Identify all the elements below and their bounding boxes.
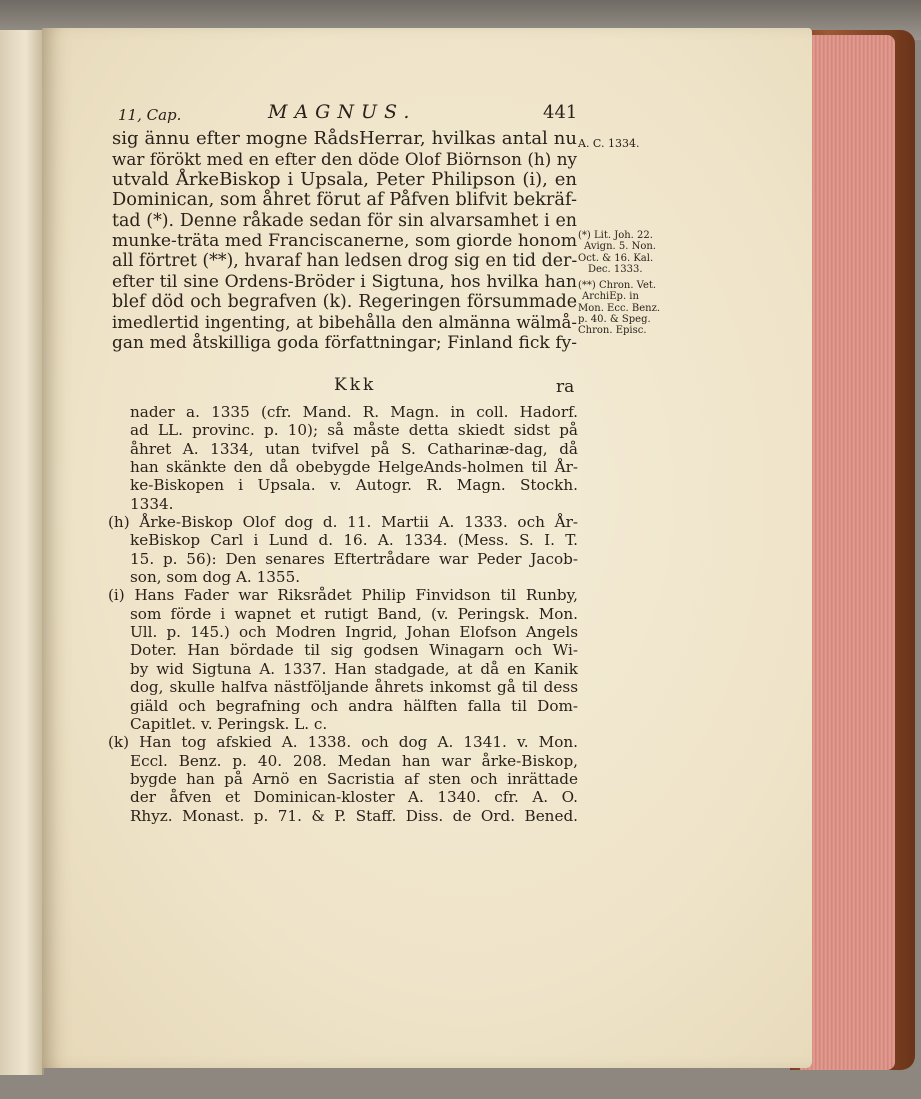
footnote-line: Capitlet. v. Peringsk. L. c. — [130, 714, 328, 733]
footnote-line: nader a. 1335 (cfr. Mand. R. Magn. in coll. Hadorf. — [130, 403, 578, 421]
footnote-line: (k) Han tog afskied A. 1338. och dog A. 1341. v. Mon. — [108, 733, 578, 752]
footnote-line: Doter. Han bördade til sig godsen Winagarn och Wi- — [130, 641, 578, 660]
chapter-label: 11, Cap. — [118, 106, 182, 124]
body-line: sig ännu efter mogne RådsHerrar, hvilkas antal nu — [112, 128, 577, 149]
footnote-line: Ull. p. 145.) och Modren Ingrid, Johan Elofson Angels — [130, 623, 578, 642]
body-line: gan med åtskilliga goda författningar; Finland fick fy- — [112, 332, 577, 353]
body-line: utvald ÅrkeBiskop i Upsala, Peter Philipson (i), en — [112, 168, 577, 190]
footnote-line: keBiskop Carl i Lund d. 16. A. 1334. (Mess. S. I. T. — [130, 531, 578, 550]
body-line: Dominican, som åhret förut af Påfven blifvit bekräf- — [112, 189, 577, 211]
signature-mark: Kkk — [334, 375, 377, 395]
footnote-line: (h) Årke-Biskop Olof dog d. 11. Martii A. 1333. och År- — [108, 513, 578, 532]
footnote-line: ad LL. provinc. p. 10); så måste detta skiedt sidst på — [130, 421, 578, 440]
sidenote-line: Dec. 1333. — [588, 263, 643, 275]
main-text — [112, 129, 577, 353]
footnote-line: son, som dog A. 1355. — [130, 568, 301, 587]
footnote-line: 15. p. 56): Den senares Eftertrådare war Peder Jacob- — [130, 549, 578, 568]
body-line: blef död och begrafven (k). Regeringen försummade — [112, 292, 577, 313]
sidenote-line: ArchiEp. in — [582, 291, 639, 303]
footnotes — [108, 403, 578, 825]
body-line: munke-träta med Franciscanerne, som giorde honom — [112, 230, 577, 251]
body-line: war förökt med en efter den döde Olof Biörnson (h) ny — [112, 149, 577, 170]
footnote-line: bygde han på Arnö en Sacristia af sten och inrättade — [130, 769, 578, 788]
footnote-line: by wid Sigtuna A. 1337. Han stadgade, at då en Kanik — [130, 659, 578, 678]
running-title: MAGNUS. — [268, 101, 417, 123]
catchword: ra — [556, 377, 575, 397]
footnote-line: 1334. — [130, 494, 174, 513]
sidenote-line: Mon. Ecc. Benz. — [578, 302, 661, 314]
footnote-line: åhret A. 1334, utan tvifvel på S. Catharinæ-dag, då — [130, 439, 578, 458]
page-edges — [800, 35, 895, 1070]
footnote-line: Rhyz. Monast. p. 71. & P. Staff. Diss. de Ord. Bened. — [130, 806, 578, 825]
body-line: imedlertid ingenting, at bibehålla den almänna wälmå- — [112, 312, 577, 332]
footnote-line: han skänkte den då obebygde HelgeAnds-holmen til År- — [130, 458, 578, 477]
sidenote-2 — [578, 280, 660, 336]
footnote-line: dog, skulle halfva nästföljande åhrets inkomst gå til dess — [130, 678, 578, 697]
footnote-line: der åfven et Dominican-kloster A. 1340. cfr. A. O. — [130, 788, 578, 807]
footnote-line: (i) Hans Fader war Riksrådet Philip Finvidson til Runby, — [108, 586, 578, 605]
sidenote-line: (**) Chron. Vet. — [578, 280, 657, 291]
footnote-line: som förde i wapnet et rutigt Band, (v. Peringsk. Mon. — [130, 604, 578, 623]
body-line: efter til sine Ordens-Bröder i Sigtuna, hos hvilka han — [112, 271, 577, 292]
sidenote-line: p. 40. & Speg. — [578, 313, 651, 325]
footnote-line: Eccl. Benz. p. 40. 208. Medan han war årke-Biskop, — [130, 751, 578, 770]
sidenote-1 — [578, 230, 656, 275]
body-line: all förtret (**), hvaraf han ledsen drog sig en tid der- — [112, 251, 578, 272]
footnote-line: giäld och begrafning och andra hälften falla til Dom- — [130, 696, 578, 715]
body-line: tad (*). Denne råkade sedan för sin alvarsamhet i en — [112, 210, 577, 231]
sidenote-line: Oct. & 16. Kal. — [578, 252, 654, 264]
footnote-line: ke-Biskopen i Upsala. v. Autogr. R. Magn. Stockh. — [130, 476, 578, 495]
page-number: 441 — [543, 102, 578, 123]
sidenote-line: Chron. Episc. — [578, 325, 647, 337]
sidenote-year: A. C. 1334. — [578, 137, 640, 150]
left-page-edge — [0, 30, 44, 1075]
sidenote-line: (*) Lit. Joh. 22. — [578, 230, 653, 241]
sidenote-line: Avign. 5. Non. — [584, 241, 656, 253]
